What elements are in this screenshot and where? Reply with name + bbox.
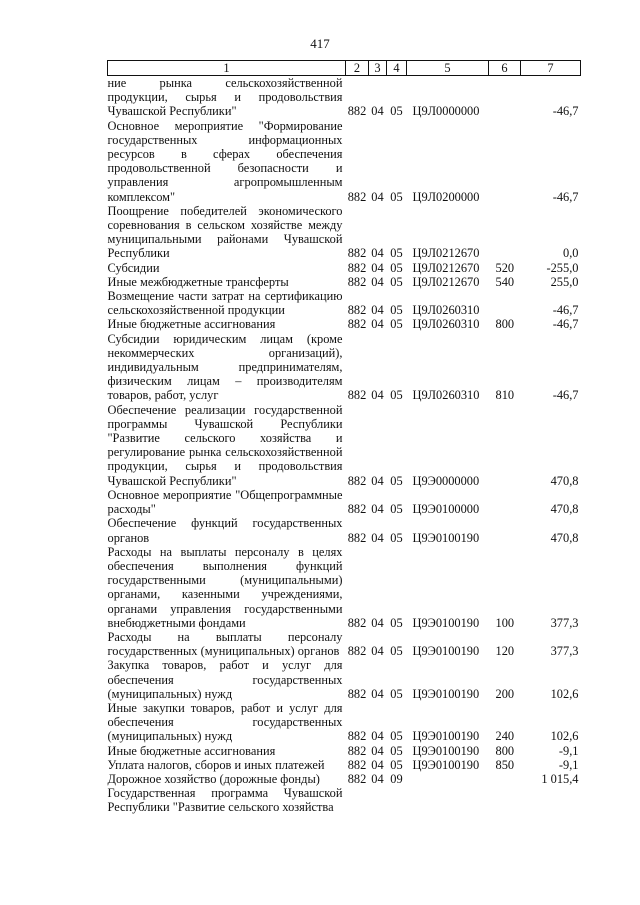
table-row (108, 744, 581, 758)
row-rz: 04 (371, 303, 384, 318)
row-csr: Ц9Л0200000 (412, 189, 480, 204)
table-body (108, 76, 581, 815)
table-row (108, 317, 581, 331)
table-row (108, 786, 581, 814)
row-gr: 882 (347, 260, 367, 275)
row-gr (346, 786, 369, 814)
row-csr: Ц9Л0212670 (412, 274, 480, 289)
row-gr: 882 (347, 743, 367, 758)
row-amount: 470,8 (550, 530, 579, 545)
table-row (108, 630, 581, 658)
table-row (108, 275, 581, 289)
row-csr: Ц9Л0260310 (412, 388, 480, 403)
row-vr (489, 76, 521, 119)
column-header-name: 1 (108, 61, 346, 76)
row-rz: 04 (371, 388, 384, 403)
table-row (108, 261, 581, 275)
row-vr: 800 (495, 317, 515, 332)
row-amount: -46,7 (552, 388, 579, 403)
row-amount: -46,7 (552, 317, 579, 332)
row-csr: Ц9Л0000000 (412, 104, 480, 119)
row-csr: Ц9Э0100190 (412, 530, 480, 545)
column-header-gr: 2 (346, 61, 369, 76)
table-row (108, 204, 581, 261)
row-csr: Ц9Э0100190 (412, 686, 480, 701)
row-rz: 04 (371, 644, 384, 659)
row-csr: Ц9Л0212670 (412, 260, 480, 275)
row-csr: Ц9Э0000000 (412, 473, 480, 488)
row-rz: 04 (371, 473, 384, 488)
row-pr: 05 (390, 502, 403, 517)
table-row (108, 488, 581, 516)
row-pr: 05 (390, 260, 403, 275)
row-amount: 377,3 (550, 615, 579, 630)
row-rz: 04 (371, 317, 384, 332)
row-vr: 810 (495, 388, 515, 403)
row-gr: 882 (347, 502, 367, 517)
row-gr: 882 (347, 388, 367, 403)
row-name: Поощрение победителей экономического соревнования в сельском хозяйстве между муниципальными районами Чувашской Республики (107, 203, 343, 261)
row-pr: 05 (390, 303, 403, 318)
row-vr (489, 772, 521, 786)
column-header-amount: 7 (521, 61, 581, 76)
row-amount: 470,8 (550, 473, 579, 488)
row-rz: 04 (371, 104, 384, 119)
row-gr: 882 (347, 615, 367, 630)
row-amount: -46,7 (552, 104, 579, 119)
row-rz: 04 (371, 530, 384, 545)
row-vr (489, 786, 521, 814)
row-rz: 04 (371, 274, 384, 289)
row-vr (489, 119, 521, 204)
row-gr: 882 (347, 246, 367, 261)
row-csr: Ц9Э0100190 (412, 615, 480, 630)
row-vr (489, 289, 521, 317)
row-rz: 04 (371, 757, 384, 772)
row-vr: 100 (495, 615, 515, 630)
row-csr (407, 786, 489, 814)
row-name: Обеспечение функций государственных органов (107, 516, 343, 545)
row-name: Обеспечение реализации государственной программы Чувашской Республики "Развитие сельского хозяйства и регулирование рынка сельскохозяйственной продукции, сырья и продовольствия Чувашской Республики" (107, 402, 343, 488)
row-pr: 05 (390, 757, 403, 772)
table-row (108, 658, 581, 701)
row-name: ние рынка сельскохозяйственной продукции, сырья и продовольствия Чувашской Республики" (107, 76, 343, 119)
row-pr: 05 (390, 686, 403, 701)
row-name: Уплата налогов, сборов и иных платежей (107, 757, 325, 772)
table-row (108, 545, 581, 630)
row-pr: 05 (390, 388, 403, 403)
row-name: Иные бюджетные ассигнования (107, 317, 276, 332)
row-name: Расходы на выплаты персоналу государственных (муниципальных) органов (107, 629, 343, 659)
row-rz: 04 (371, 246, 384, 261)
table-row (108, 772, 581, 786)
row-csr: Ц9Л0212670 (412, 246, 480, 261)
table-row (108, 701, 581, 744)
row-amount: 102,6 (550, 686, 579, 701)
row-name: Основное мероприятие "Формирование государственных информационных ресурсов в сферах обеспечения продовольственной безопасности и управления агропромышленным комплексом" (107, 118, 343, 204)
row-pr (387, 786, 407, 814)
row-amount: 377,3 (550, 644, 579, 659)
page-number: 417 (310, 36, 330, 51)
row-csr (407, 772, 489, 786)
row-gr: 882 (347, 530, 367, 545)
row-name: Иные бюджетные ассигнования (107, 743, 276, 758)
table-row (108, 289, 581, 317)
row-csr: Ц9Э0100190 (412, 729, 480, 744)
table-row (108, 403, 581, 488)
row-pr: 05 (390, 104, 403, 119)
row-name: Дорожное хозяйство (дорожные фонды) (107, 771, 320, 786)
row-rz: 04 (371, 771, 384, 786)
row-vr: 540 (495, 274, 515, 289)
row-name: Субсидии (107, 260, 160, 275)
row-name: Основное мероприятие "Общепрограммные расходы" (107, 487, 343, 517)
table-header-row (108, 61, 581, 76)
table-row (108, 119, 581, 204)
row-csr: Ц9Э0100190 (412, 743, 480, 758)
row-vr: 120 (495, 644, 515, 659)
row-amount: -255,0 (546, 260, 579, 275)
row-rz: 04 (371, 260, 384, 275)
row-pr: 05 (390, 246, 403, 261)
row-pr: 09 (390, 771, 403, 786)
column-header-csr: 5 (407, 61, 489, 76)
row-gr: 882 (347, 104, 367, 119)
row-vr (489, 403, 521, 488)
row-pr: 05 (390, 530, 403, 545)
row-rz: 04 (371, 729, 384, 744)
row-amount: -46,7 (552, 189, 579, 204)
row-name: Иные закупки товаров, работ и услуг для обеспечения государственных (муниципальных) нужд (107, 700, 343, 744)
row-vr (489, 516, 521, 544)
row-csr: Ц9Э0100190 (412, 644, 480, 659)
row-amount: 1 015,4 (541, 771, 579, 786)
row-rz: 04 (371, 743, 384, 758)
row-vr: 240 (495, 729, 515, 744)
row-rz (369, 786, 387, 814)
row-amount: -9,1 (558, 757, 579, 772)
row-pr: 05 (390, 274, 403, 289)
row-name: Государственная программа Чувашской Республики "Развитие сельского хозяйства (107, 786, 343, 815)
row-csr: Ц9Л0260310 (412, 317, 480, 332)
row-name: Возмещение части затрат на сертификацию сельскохозяйственной продукции (107, 289, 343, 318)
row-gr: 882 (347, 757, 367, 772)
row-rz: 04 (371, 189, 384, 204)
row-vr (489, 488, 521, 516)
row-amount: 102,6 (550, 729, 579, 744)
row-pr: 05 (390, 644, 403, 659)
row-amount: 470,8 (550, 502, 579, 517)
row-vr (489, 204, 521, 261)
row-amount: -46,7 (552, 303, 579, 318)
row-pr: 05 (390, 189, 403, 204)
row-pr: 05 (390, 743, 403, 758)
row-rz: 04 (371, 502, 384, 517)
row-gr: 882 (347, 729, 367, 744)
row-pr: 05 (390, 729, 403, 744)
row-amount (521, 786, 581, 814)
row-amount: 0,0 (563, 246, 579, 261)
row-vr: 850 (495, 757, 515, 772)
row-csr: Ц9Э0100190 (412, 757, 480, 772)
row-name: Иные межбюджетные трансферты (107, 274, 289, 289)
row-pr: 05 (390, 473, 403, 488)
column-header-rz: 3 (369, 61, 387, 76)
row-gr: 882 (347, 771, 367, 786)
row-name: Субсидии юридическим лицам (кроме некоммерческих организаций), индивидуальным предпринимателям, физическим лицам – производителям товаров, работ, услуг (107, 331, 343, 403)
row-vr: 200 (495, 686, 515, 701)
row-gr: 882 (347, 686, 367, 701)
row-name: Расходы на выплаты персоналу в целях обеспечения выполнения функций государственными (муниципальными) органами, казенными учреждениями, органами управления государственными внебюджетными фондами (107, 544, 343, 630)
table-row (108, 76, 581, 119)
row-name: Закупка товаров, работ и услуг для обеспечения государственных (муниципальных) нужд (107, 658, 343, 701)
table-row (108, 332, 581, 403)
column-header-vr: 6 (489, 61, 521, 76)
row-amount: 255,0 (550, 274, 579, 289)
row-gr: 882 (347, 303, 367, 318)
table-row (108, 516, 581, 544)
row-gr: 882 (347, 317, 367, 332)
row-gr: 882 (347, 189, 367, 204)
row-amount: -9,1 (558, 743, 579, 758)
row-pr: 05 (390, 317, 403, 332)
row-rz: 04 (371, 686, 384, 701)
row-csr: Ц9Э0100000 (412, 502, 480, 517)
row-gr: 882 (347, 473, 367, 488)
row-gr: 882 (347, 644, 367, 659)
budget-table (107, 60, 581, 815)
row-csr: Ц9Л0260310 (412, 303, 480, 318)
row-vr: 800 (495, 743, 515, 758)
table-row (108, 758, 581, 772)
row-gr: 882 (347, 274, 367, 289)
row-vr: 520 (495, 260, 515, 275)
column-header-pr: 4 (387, 61, 407, 76)
row-rz: 04 (371, 615, 384, 630)
row-pr: 05 (390, 615, 403, 630)
